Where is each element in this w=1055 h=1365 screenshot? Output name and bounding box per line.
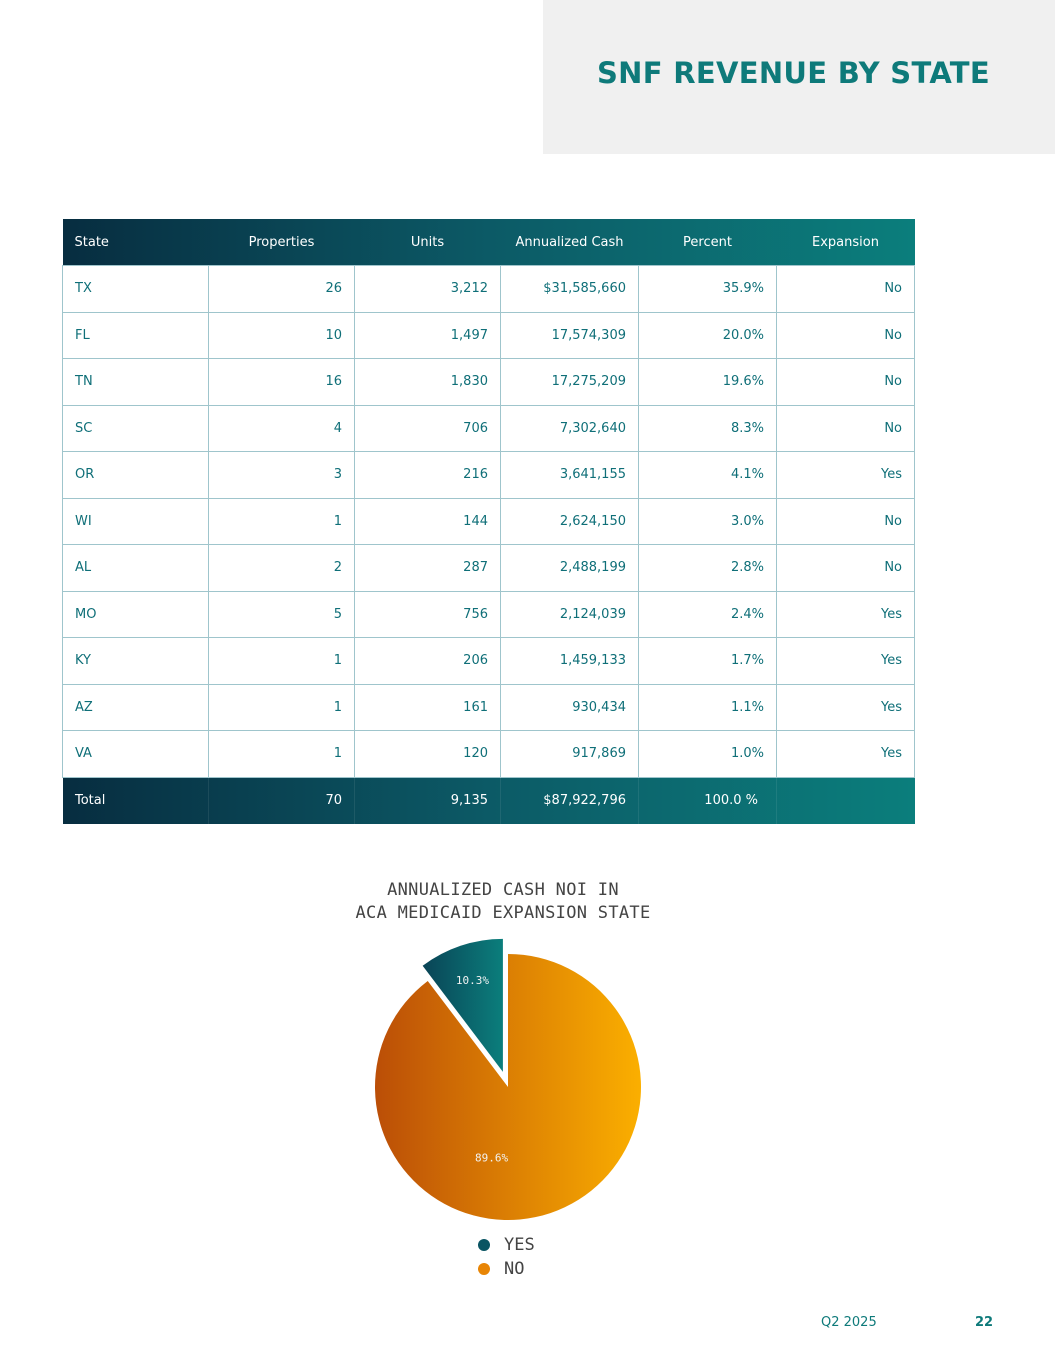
table-row (63, 312, 915, 359)
table-row (63, 731, 915, 778)
legend-item-yes (478, 1233, 535, 1257)
table-row (63, 405, 915, 452)
table-cell: 1,459,133 (501, 638, 639, 685)
chart-legend (478, 1233, 535, 1281)
total-cell: 70 (209, 777, 355, 824)
table-row (63, 591, 915, 638)
table-cell: 1.7% (639, 638, 777, 685)
table-cell: 4 (209, 405, 355, 452)
table-row (63, 684, 915, 731)
total-cell: 9,135 (355, 777, 501, 824)
table-total-row (63, 777, 915, 824)
table-cell: OR (63, 452, 209, 499)
table-cell: 2,624,150 (501, 498, 639, 545)
table-row (63, 545, 915, 592)
table-cell: 3 (209, 452, 355, 499)
table-cell: No (777, 498, 915, 545)
table-row (63, 498, 915, 545)
column-header: Properties (248, 234, 315, 250)
legend-swatch (478, 1239, 490, 1251)
table-cell: 1,830 (355, 359, 501, 406)
table-cell: No (777, 266, 915, 313)
legend-label: YES (504, 1235, 535, 1255)
table-row (63, 638, 915, 685)
table-cell: 10 (209, 312, 355, 359)
table-cell: 17,275,209 (501, 359, 639, 406)
table-cell: No (777, 545, 915, 592)
column-header: Percent (683, 234, 732, 250)
total-cell: Total (63, 777, 209, 824)
title-panel (543, 0, 1055, 154)
table-cell: 917,869 (501, 731, 639, 778)
table-cell: FL (63, 312, 209, 359)
table-cell: 8.3% (639, 405, 777, 452)
table-cell: Yes (777, 591, 915, 638)
column-header: State (74, 234, 109, 250)
table-cell: 26 (209, 266, 355, 313)
table-cell: Yes (777, 684, 915, 731)
table-cell: 216 (355, 452, 501, 499)
table-row (63, 452, 915, 499)
table-cell: 1,497 (355, 312, 501, 359)
pie-chart (360, 930, 660, 1230)
table-cell: 287 (355, 545, 501, 592)
table-cell: AL (63, 545, 209, 592)
table-cell: 706 (355, 405, 501, 452)
page-number: 22 (975, 1315, 994, 1330)
footer-date: Q2 2025 (821, 1315, 877, 1330)
total-cell: 100.0 % (639, 777, 777, 824)
table-cell: 1 (209, 731, 355, 778)
table-cell: 2,124,039 (501, 591, 639, 638)
table-cell: 1.1% (639, 684, 777, 731)
table-cell: WI (63, 498, 209, 545)
total-cell: $87,922,796 (501, 777, 639, 824)
table-cell: 1 (209, 498, 355, 545)
table-cell: 756 (355, 591, 501, 638)
page-title: SNF REVENUE BY STATE (597, 56, 990, 90)
table-cell: 206 (355, 638, 501, 685)
table-cell: 930,434 (501, 684, 639, 731)
table-cell: $31,585,660 (501, 266, 639, 313)
chart-title (253, 879, 753, 925)
table-cell: 2.4% (639, 591, 777, 638)
table-cell: Yes (777, 731, 915, 778)
table-cell: AZ (63, 684, 209, 731)
table-row (63, 359, 915, 406)
table-cell: 2 (209, 545, 355, 592)
table-cell: No (777, 312, 915, 359)
table-row (63, 266, 915, 313)
table-cell: 161 (355, 684, 501, 731)
table-cell: 3,641,155 (501, 452, 639, 499)
table-cell: 120 (355, 731, 501, 778)
table-cell: 1 (209, 684, 355, 731)
table-cell: 4.1% (639, 452, 777, 499)
table-cell: VA (63, 731, 209, 778)
pie-label-no: 89.6% (475, 1151, 509, 1165)
legend-swatch (478, 1263, 490, 1275)
pie-slice-no (375, 954, 641, 1220)
table-body (63, 266, 915, 778)
table-cell: Yes (777, 452, 915, 499)
table-cell: 3,212 (355, 266, 501, 313)
total-cell (777, 777, 915, 824)
table-cell: 19.6% (639, 359, 777, 406)
table-cell: 3.0% (639, 498, 777, 545)
chart-title-line: ANNUALIZED CASH NOI IN (387, 880, 619, 900)
revenue-table (62, 219, 915, 824)
column-header: Expansion (812, 234, 879, 250)
table-cell: No (777, 359, 915, 406)
table-cell: KY (63, 638, 209, 685)
table-cell: No (777, 405, 915, 452)
table-cell: 35.9% (639, 266, 777, 313)
table-cell: Yes (777, 638, 915, 685)
table-cell: 1.0% (639, 731, 777, 778)
table-cell: 2,488,199 (501, 545, 639, 592)
table-cell: 16 (209, 359, 355, 406)
column-header: Annualized Cash (515, 234, 624, 250)
table-cell: MO (63, 591, 209, 638)
table-cell: 5 (209, 591, 355, 638)
table-cell: SC (63, 405, 209, 452)
table-cell: 20.0% (639, 312, 777, 359)
pie-label-yes: 10.3% (455, 974, 489, 988)
column-header: Units (410, 234, 445, 250)
table-cell: 144 (355, 498, 501, 545)
legend-item-no (478, 1257, 535, 1281)
table-cell: 2.8% (639, 545, 777, 592)
legend-label: NO (504, 1259, 525, 1279)
table-cell: TX (63, 266, 209, 313)
table-cell: 17,574,309 (501, 312, 639, 359)
table-cell: 1 (209, 638, 355, 685)
table-header-row (63, 219, 915, 266)
table-cell: 7,302,640 (501, 405, 639, 452)
chart-title-line: ACA MEDICAID EXPANSION STATE (355, 903, 651, 923)
table-cell: TN (63, 359, 209, 406)
